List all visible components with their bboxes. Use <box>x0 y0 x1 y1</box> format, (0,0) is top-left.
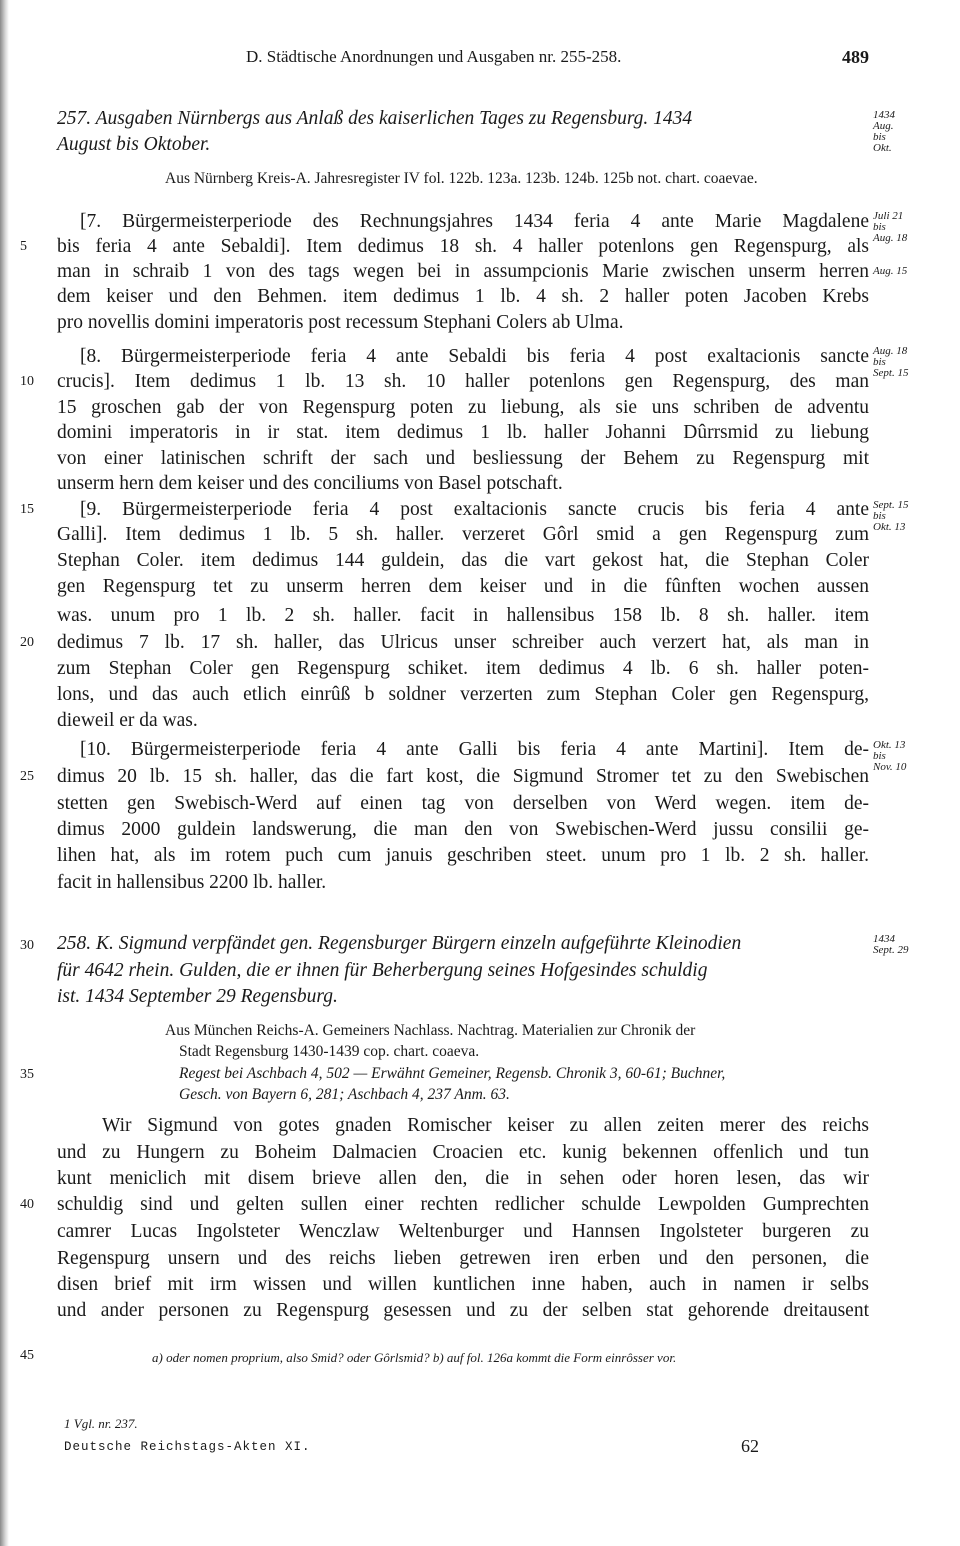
margin-note <box>873 740 906 773</box>
entry-257-source: Aus Nürnberg Kreis-A. Jahresregister IV fol. 122b. 123a. 123b. 124b. 125b not. chart. coaevae. <box>165 170 758 187</box>
body-line: dimus 20 lb. 15 sh. haller, das die fart kost, die Sigmund Stromer tet zu den Swebischen <box>57 766 869 787</box>
body-line: und ander personen zu Regenspurg gesessen und zu der selben stat gehorende dreitausent <box>57 1300 869 1321</box>
line-number: 45 <box>20 1348 34 1363</box>
body-line: schuldig sind und gelten sullen einer rechten redlicher schulde Lewpolden Gumprechten <box>57 1194 869 1215</box>
line-number: 35 <box>20 1067 34 1082</box>
signature-number: 62 <box>741 1436 759 1456</box>
page-edge-shadow <box>0 0 9 1546</box>
body-line: facit in hallensibus 2200 lb. haller. <box>57 872 327 893</box>
body-line: man in schraib 1 von des tags wegen bei in assumpcionis Marie zwischen unserm herren <box>57 261 869 282</box>
body-line: domini imperatoris in ir stat. item dedimus 1 lb. haller Johanni Dûrrsmid zu liebung <box>57 422 869 443</box>
entry-257-heading-line-2: August bis Oktober. <box>57 134 211 155</box>
body-line: dieweil er da was. <box>57 710 198 731</box>
margin-note-part: bis <box>873 356 886 368</box>
body-line: [8. Bürgermeisterperiode feria 4 ante Sebaldi bis feria 4 post exaltacionis sancte <box>80 346 869 367</box>
margin-note-part: Okt. 13 <box>873 739 906 751</box>
page-number: 489 <box>842 47 869 67</box>
entry-258-source-line: Regest bei Aschbach 4, 502 — Erwähnt Gemeiner, Regensb. Chronik 3, 60-61; Buchner, <box>179 1065 726 1082</box>
line-number: 40 <box>20 1197 34 1212</box>
body-line: 15 groschen gab der von Regenspurg poten zu liebung, als sie uns schriben de adventu <box>57 397 869 418</box>
entry-258-source-line: Aus München Reichs-A. Gemeiners Nachlass. Nachtrag. Materialien zur Chronik der <box>165 1022 696 1039</box>
body-line: Regenspurg unsern und des reichs lieben getrewen iren erben und den personen, die <box>57 1248 869 1269</box>
body-line: stetten gen Swebisch-Werd auf einen tag von derselben von Werd wegen. item de- <box>57 793 869 814</box>
body-line: was. unum pro 1 lb. 2 sh. haller. facit in hallensibus 158 lb. 8 sh. haller. item <box>57 605 869 626</box>
margin-date-part: bis <box>873 131 886 143</box>
printer-signature: Deutsche Reichstags-Akten XI. <box>64 1440 311 1454</box>
footnote-1: 1 Vgl. nr. 237. <box>64 1416 138 1431</box>
entry-258-heading-line-1: 258. K. Sigmund verpfändet gen. Regensburger Bürgern einzeln aufgeführte Kleinodien <box>57 933 742 954</box>
line-number: 20 <box>20 635 34 650</box>
body-line: camrer Lucas Ingolsteter Wenczlaw Weltenburger und Hannsen Ingolsteter burgeren zu <box>57 1221 869 1242</box>
entry-258-heading-line-3: ist. 1434 September 29 Regensburg. <box>57 986 338 1007</box>
body-line: dedimus 7 lb. 17 sh. haller, das Ulricus unser schreiber auch verzert hat, als man in <box>57 632 869 653</box>
body-line: bis feria 4 ante Sebaldi]. Item dedimus 18 sh. 4 haller potenlons gen Regenspurg, als <box>57 236 869 257</box>
body-line: Wir Sigmund von gotes gnaden Romischer keiser zu allen zeiten merer des reichs <box>102 1115 869 1136</box>
margin-note-part: Sept. 15 <box>873 499 909 511</box>
entry-258-margin-date <box>873 934 908 956</box>
margin-note-part: Aug. 18 <box>873 345 908 357</box>
margin-note-part: bis <box>873 221 886 233</box>
body-line: Galli]. Item dedimus 1 lb. 5 sh. haller. verzeret Gôrl smid a gen Regenspurg zum <box>57 524 869 545</box>
margin-note-part: Sept. 15 <box>873 367 909 379</box>
body-line: lihen hat, als im rotem puch cum januis geschriben steet. unum pro 1 lb. 2 sh. haller. <box>57 845 869 866</box>
line-number: 15 <box>20 502 34 517</box>
body-line: unserm hern dem keiser und des conciliums von Basel potschaft. <box>57 473 563 494</box>
margin-note <box>873 266 907 277</box>
entry-258-heading-line-2: für 4642 rhein. Gulden, die er ihnen für Beherbergung seines Hofgesindes schuldig <box>57 960 708 981</box>
margin-note-part: Nov. 10 <box>873 761 907 773</box>
footnote-variant: a) oder nomen proprium, also Smid? oder Gôrlsmid? b) auf fol. 126a kommt die Form einrôsser vor. <box>152 1350 677 1365</box>
margin-note <box>873 211 907 244</box>
body-line: Stephan Coler. item dedimus 144 guldein, das die vart gekost hat, die Stephan Coler <box>57 550 869 571</box>
entry-258-source-line: Stadt Regensburg 1430-1439 cop. chart. coaeva. <box>179 1043 480 1060</box>
body-line: lons, und das auch etlich einrûß b soldner verzerten zum Stephan Coler gen Regenspurg, <box>57 684 869 705</box>
margin-note-part: Juli 21 <box>873 210 904 222</box>
body-line: gen Regenspurg tet zu unserm herren dem keiser und in die fûnften wochen aussen <box>57 576 869 597</box>
margin-note-part: bis <box>873 510 886 522</box>
body-line: von einer latinischen schrift der sach und besliessung der Behem zu Regenspurg mit <box>57 448 869 469</box>
body-line: crucis]. Item dedimus 1 lb. 13 sh. 10 haller potenlons gen Regenspurg, des man <box>57 371 869 392</box>
margin-note-part: Okt. 13 <box>873 521 906 533</box>
body-line: [10. Bürgermeisterperiode feria 4 ante Galli bis feria 4 ante Martini]. Item de- <box>80 739 869 760</box>
body-line: kunt meniclich mit disem brieve allen den, die in sehen oder horen lesen, das wir <box>57 1168 869 1189</box>
line-number: 10 <box>20 374 34 389</box>
body-line: disen brief mit irm wissen und willen kuntlichen inne haben, auch in namen ir selbs <box>57 1274 869 1295</box>
body-line: [9. Bürgermeisterperiode feria 4 post exaltacionis sancte crucis bis feria 4 ante <box>80 499 869 520</box>
entry-257-margin-date <box>873 110 895 154</box>
entry-257-heading-line-1: 257. Ausgaben Nürnbergs aus Anlaß des kaiserlichen Tages zu Regensburg. 1434 <box>57 108 693 129</box>
body-line: [7. Bürgermeisterperiode des Rechnungsjahres 1434 feria 4 ante Marie Magdalene <box>80 211 869 232</box>
body-line: dimus 2000 guldein landswerung, die man den von Swebischen-Werd jussu consilii ge- <box>57 819 869 840</box>
entry-258-source-line: Gesch. von Bayern 6, 281; Aschbach 4, 237 Anm. 63. <box>179 1086 510 1103</box>
line-number: 25 <box>20 769 34 784</box>
margin-note <box>873 500 908 533</box>
margin-date-part: Okt. <box>873 142 892 154</box>
margin-date-part: Sept. 29 <box>873 944 909 956</box>
margin-note-part: bis <box>873 750 886 762</box>
margin-note-part: Aug. 18 <box>873 232 908 244</box>
margin-date-part: Aug. <box>873 120 894 132</box>
margin-date-part: 1434 <box>873 109 895 121</box>
body-line: dem keiser und den Behmen. item dedimus 1 lb. 4 sh. 2 haller poten Jacoben Krebs <box>57 286 869 307</box>
margin-date-part: 1434 <box>873 933 895 945</box>
body-line: pro novellis domini imperatoris post recessum Stephani Colers ab Ulma. <box>57 312 624 333</box>
margin-note-part: Aug. 15 <box>873 265 908 277</box>
body-line: und zu Hungern zu Boheim Dalmacien Croacien etc. kunig bekennen offenlich und tun <box>57 1142 869 1163</box>
body-line: zum Stephan Coler gen Regenspurg schiket. item dedimus 4 lb. 6 sh. haller poten- <box>57 658 869 679</box>
margin-note <box>873 346 908 379</box>
line-number: 5 <box>20 239 27 254</box>
running-title: D. Städtische Anordnungen und Ausgaben nr. 255-258. <box>246 47 622 66</box>
line-number: 30 <box>20 938 34 953</box>
